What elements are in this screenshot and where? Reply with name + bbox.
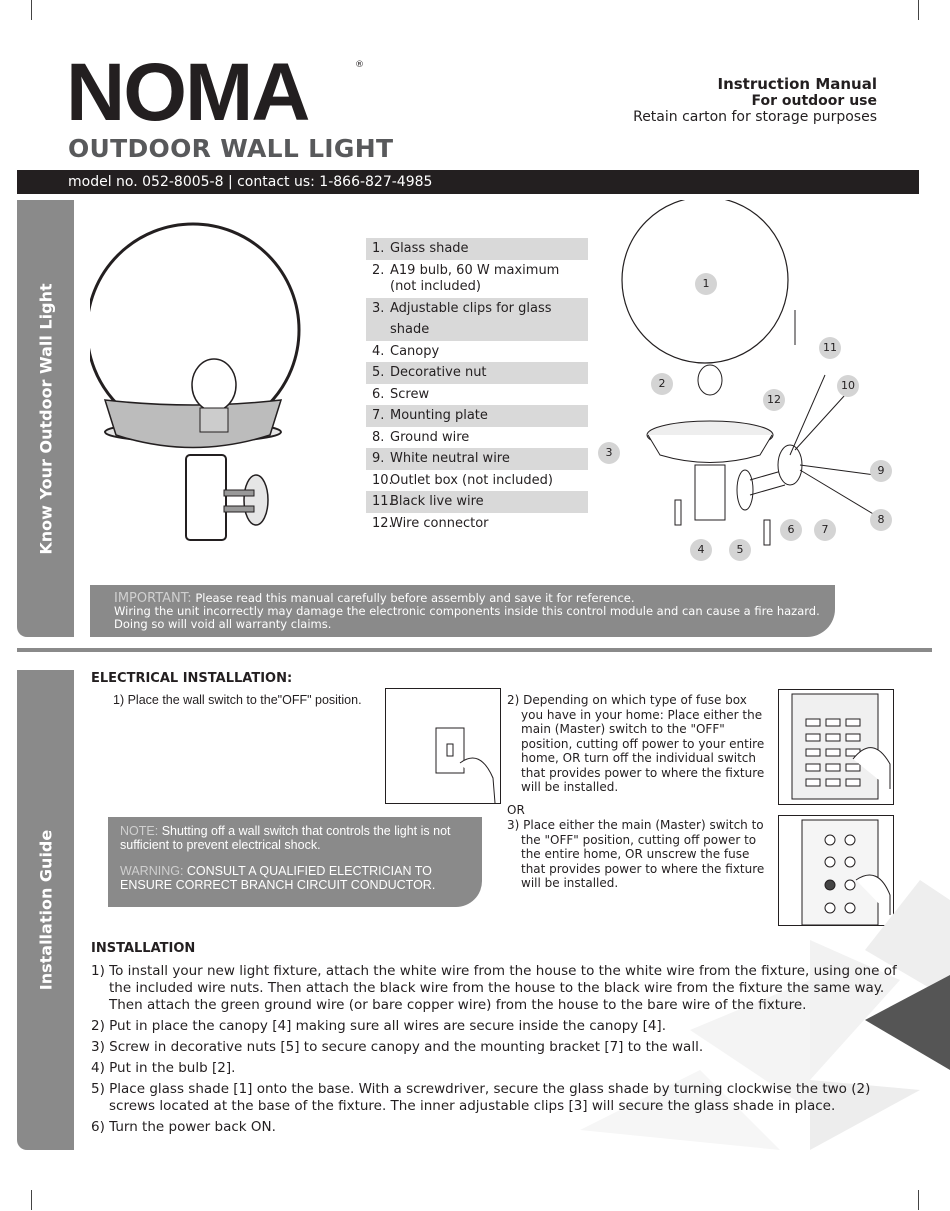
lamp-illustration bbox=[90, 210, 310, 550]
usage-label: For outdoor use bbox=[751, 93, 877, 109]
part-item: 1. Glass shade bbox=[366, 238, 588, 260]
callout-1: 1 bbox=[695, 273, 717, 295]
part-item: 4. Canopy bbox=[372, 343, 440, 359]
callout-12: 12 bbox=[763, 389, 785, 411]
section-tab-installation: Installation Guide bbox=[17, 670, 74, 1150]
callout-5: 5 bbox=[729, 539, 751, 561]
important-banner: IMPORTANT: Please read this manual carefully before assembly and save it for reference. Wiring the unit incorrectly may damage the electronic components inside this control module and can cause a fire hazard. Doing so will void all warranty claims. bbox=[90, 585, 835, 637]
install-step: 5) Place glass shade [1] onto the base. With a screwdriver, secure the glass shade by turning clockwise the two (2) screws located at the base of the fixture. The inner adjustable clips [3] will secure the glass shade in place. bbox=[91, 1081, 871, 1114]
note-box: NOTE: Shutting off a wall switch that controls the light is not sufficient to prevent electrical shock. WARNING: CONSULT A QUALIFIED ELECTRICIAN TO ENSURE CORRECT BRANCH CIRCUIT CONDUCTOR. bbox=[108, 817, 482, 907]
parts-list bbox=[366, 238, 588, 534]
step-2: 2) Depending on which type of fuse box you have in your home: Place either the main (Master) switch to the "OFF" position, cutting off power to your entire home, OR turn off the individual switch that provides power to where the fixture will be installed. bbox=[507, 693, 765, 794]
installation-steps bbox=[91, 963, 901, 1140]
part-item: 2. A19 bulb, 60 W maximum (not included) bbox=[372, 262, 560, 294]
install-step: 3) Screw in decorative nuts [5] to secure canopy and the mounting bracket [7] to the wall. bbox=[91, 1039, 704, 1055]
part-item: 12. Wire connector bbox=[372, 515, 489, 531]
part-item: 8. Ground wire bbox=[372, 429, 470, 445]
callout-7: 7 bbox=[814, 519, 836, 541]
install-step: 1) To install your new light fixture, attach the white wire from the house to the white wire from the fixture, using one of the included wire nuts. Then attach the black wire from the house to the black wire from the fixture the same way. Then attach the green ground wire (or bare copper wire) from the house to the bare wire of the fixture. bbox=[91, 963, 897, 1013]
retain-note: Retain carton for storage purposes bbox=[633, 109, 877, 125]
crop-mark bbox=[918, 0, 919, 20]
manual-title: Instruction Manual bbox=[717, 75, 877, 93]
callout-3: 3 bbox=[598, 442, 620, 464]
install-step: 2) Put in place the canopy [4] making sure all wires are secure inside the canopy [4]. bbox=[91, 1018, 666, 1034]
part-item: 7. Mounting plate bbox=[366, 405, 588, 427]
model-bar: model no. 052-8005-8 | contact us: 1-866-827-4985 bbox=[17, 170, 919, 194]
electrical-heading: ELECTRICAL INSTALLATION: bbox=[91, 671, 293, 686]
fuse-box-illustration bbox=[778, 689, 894, 805]
part-item: 5. Decorative nut bbox=[366, 362, 588, 384]
install-step: 4) Put in the bulb [2]. bbox=[91, 1060, 236, 1076]
callout-9: 9 bbox=[870, 460, 892, 482]
part-item: 3. Adjustable clips for glass shade bbox=[366, 298, 588, 341]
crop-mark bbox=[31, 0, 32, 20]
callout-4: 4 bbox=[690, 539, 712, 561]
step-1: 1) Place the wall switch to the"OFF" position. bbox=[113, 693, 362, 707]
registered-mark: ® bbox=[355, 60, 364, 70]
callout-6: 6 bbox=[780, 519, 802, 541]
section-tab-know: Know Your Outdoor Wall Light bbox=[17, 200, 74, 637]
callout-10: 10 bbox=[837, 375, 859, 397]
callout-11: 11 bbox=[819, 337, 841, 359]
crop-mark bbox=[31, 1190, 32, 1210]
brand-logo: NOMA bbox=[66, 47, 309, 138]
section-divider bbox=[17, 648, 932, 652]
install-step: 6) Turn the power back ON. bbox=[91, 1119, 276, 1135]
callout-2: 2 bbox=[651, 373, 673, 395]
wall-switch-illustration bbox=[385, 688, 501, 804]
product-title: OUTDOOR WALL LIGHT bbox=[68, 134, 394, 163]
crop-mark bbox=[918, 1190, 919, 1210]
part-item: 10. Outlet box (not included) bbox=[372, 472, 553, 488]
installation-heading: INSTALLATION bbox=[91, 941, 196, 956]
part-item: 9. White neutral wire bbox=[366, 448, 588, 470]
or-label: OR bbox=[507, 803, 525, 817]
part-item: 11. Black live wire bbox=[366, 491, 588, 513]
part-item: 6. Screw bbox=[372, 386, 430, 402]
step-3: 3) Place either the main (Master) switch to the "OFF" position, cutting off power to the entire home, OR unscrew the fuse that provides power to where the fixture will be installed. bbox=[507, 818, 765, 890]
callout-8: 8 bbox=[870, 509, 892, 531]
